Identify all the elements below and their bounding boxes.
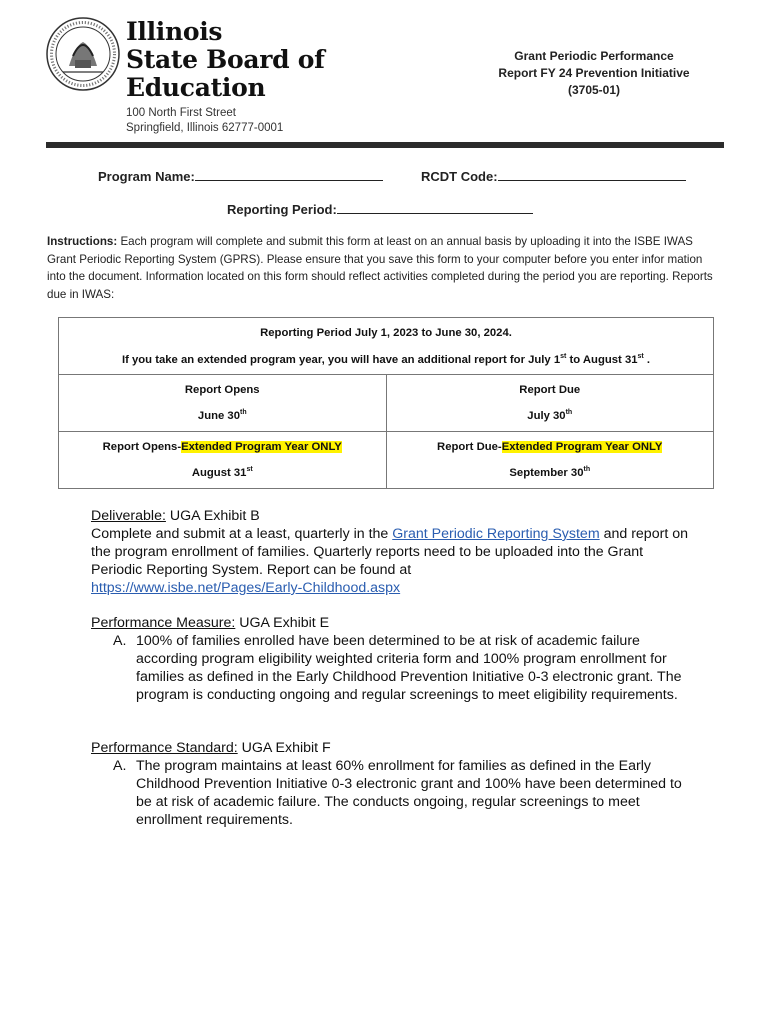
performance-measure-item-text: 100% of families enrolled have been determined to be at risk of academic failure according program eligibility weighted criteria form and 100% program enrollment for families as defined in the Early Childhood Prevention Initiative 0-3 electronic grant. The program is conducting ongoing and regular screenings to meet eligibility requirements.	[136, 633, 682, 703]
address-line1: 100 North First Street	[126, 107, 236, 119]
extended-note-sup-1: st	[560, 352, 567, 360]
ext-due-prefix: Report Due-	[437, 441, 502, 454]
performance-measure-label: Performance Measure:	[91, 615, 236, 631]
report-opens-header: Report Opens	[184, 384, 260, 397]
report-due-cell	[386, 375, 714, 432]
organization-address	[126, 106, 283, 136]
deliverable-text-pre: Complete and submit at a least, quarterly in the	[91, 526, 393, 542]
performance-measure-heading	[91, 614, 691, 632]
extended-note-text-3: .	[643, 353, 651, 366]
performance-measure-item-label: A.	[113, 633, 127, 649]
deliverable-text-post: and report on the program enrollment of families. Quarterly reports need to be uploaded into the Grant Periodic Reporting System. Report can be found at	[91, 526, 688, 578]
header-divider	[46, 142, 724, 148]
ext-opens-prefix: Report Opens-	[102, 441, 182, 454]
report-due-date	[387, 409, 714, 422]
report-title-line1: Grant Periodic Performance	[514, 49, 674, 63]
ext-open-date-sup: st	[246, 466, 253, 474]
state-seal-logo	[45, 16, 121, 92]
open-date-text: June 30	[197, 409, 240, 422]
deliverable-section	[91, 507, 691, 597]
performance-standard-heading	[91, 739, 691, 757]
report-title-line3: (3705-01)	[567, 83, 621, 97]
org-name-line1: Illinois	[126, 17, 223, 46]
table-row	[59, 375, 714, 432]
reporting-period-label: Reporting Period:	[227, 202, 337, 217]
instructions-label: Instructions:	[47, 235, 118, 248]
ext-due-header	[387, 441, 714, 453]
open-date-sup: th	[239, 409, 247, 417]
performance-standard-item-label: A.	[113, 758, 127, 774]
deliverable-text	[91, 525, 691, 579]
ext-opens-date	[59, 466, 386, 479]
reporting-period-table	[58, 317, 714, 489]
extended-note-sup-2: st	[637, 352, 644, 360]
table-row	[59, 432, 714, 489]
ext-opens-cell	[59, 432, 387, 489]
ext-due-date-sup: th	[583, 466, 591, 474]
ext-open-date-text: August 31	[191, 466, 247, 479]
performance-standard-label: Performance Standard:	[91, 740, 238, 756]
report-due-header: Report Due	[519, 384, 581, 397]
org-name-line2: State Board of	[126, 45, 325, 74]
period-title: Reporting Period July 1, 2023 to June 30, 2024.	[260, 326, 512, 339]
extended-note	[59, 353, 713, 366]
rcdt-code-label: RCDT Code:	[421, 169, 498, 184]
ext-due-highlight: Extended Program Year ONLY	[501, 441, 663, 454]
extended-note-text-2: to August 31	[566, 353, 638, 366]
ext-opens-header	[59, 441, 386, 453]
performance-standard-item-text: The program maintains at least 60% enrollment for families as defined in the Early Childhood Prevention Initiative 0-3 electronic grant and 100% have been determined to be at risk of academic failure. The conducts ongoing, regular screenings to meet enrollment requirements.	[136, 758, 682, 828]
period-header-cell	[59, 318, 714, 375]
deliverable-label: Deliverable:	[91, 508, 166, 524]
address-line2: Springfield, Illinois 62777-0001	[126, 122, 284, 134]
ext-due-cell	[386, 432, 714, 489]
performance-measure-label-value: UGA Exhibit E	[235, 615, 330, 631]
program-name-blank[interactable]	[195, 168, 383, 181]
instructions-paragraph	[47, 233, 719, 303]
table-row	[59, 318, 714, 375]
report-opens-cell	[59, 375, 387, 432]
rcdt-code-field[interactable]	[421, 168, 686, 184]
reporting-period-field[interactable]	[227, 201, 533, 217]
extended-note-text-1: If you take an extended program year, you will have an additional report for July 1	[121, 353, 561, 366]
due-date-sup: th	[565, 409, 573, 417]
instructions-text: Each program will complete and submit this form at least on an annual basis by uploading it into the ISBE IWAS Grant Periodic Reporting System (GPRS). Please ensure that you save this form to your computer before you enter infor mation into the document. Information located on this form should reflect activities completed during the period you are reporting. Reports due in IWAS:	[47, 235, 713, 301]
org-name-line3: Education	[126, 73, 266, 102]
report-title-line2: Report FY 24 Prevention Initiative	[498, 66, 690, 80]
report-title	[474, 48, 714, 99]
program-name-field[interactable]	[98, 168, 383, 184]
early-childhood-url-link[interactable]: https://www.isbe.net/Pages/Early-Childhood.aspx	[91, 580, 401, 596]
ext-due-date-text: September 30	[509, 466, 584, 479]
deliverable-heading	[91, 507, 691, 525]
performance-standard-label-value: UGA Exhibit F	[237, 740, 331, 756]
report-opens-date	[59, 409, 386, 422]
rcdt-code-blank[interactable]	[498, 168, 686, 181]
deliverable-label-value: UGA Exhibit B	[165, 508, 260, 524]
due-date-text: July 30	[527, 409, 566, 422]
ext-opens-highlight: Extended Program Year ONLY	[181, 441, 342, 454]
program-name-label: Program Name:	[98, 169, 195, 184]
organization-name	[126, 18, 325, 102]
reporting-period-blank[interactable]	[337, 201, 533, 214]
gprs-link[interactable]: Grant Periodic Reporting System	[392, 526, 600, 542]
ext-due-date	[387, 466, 714, 479]
